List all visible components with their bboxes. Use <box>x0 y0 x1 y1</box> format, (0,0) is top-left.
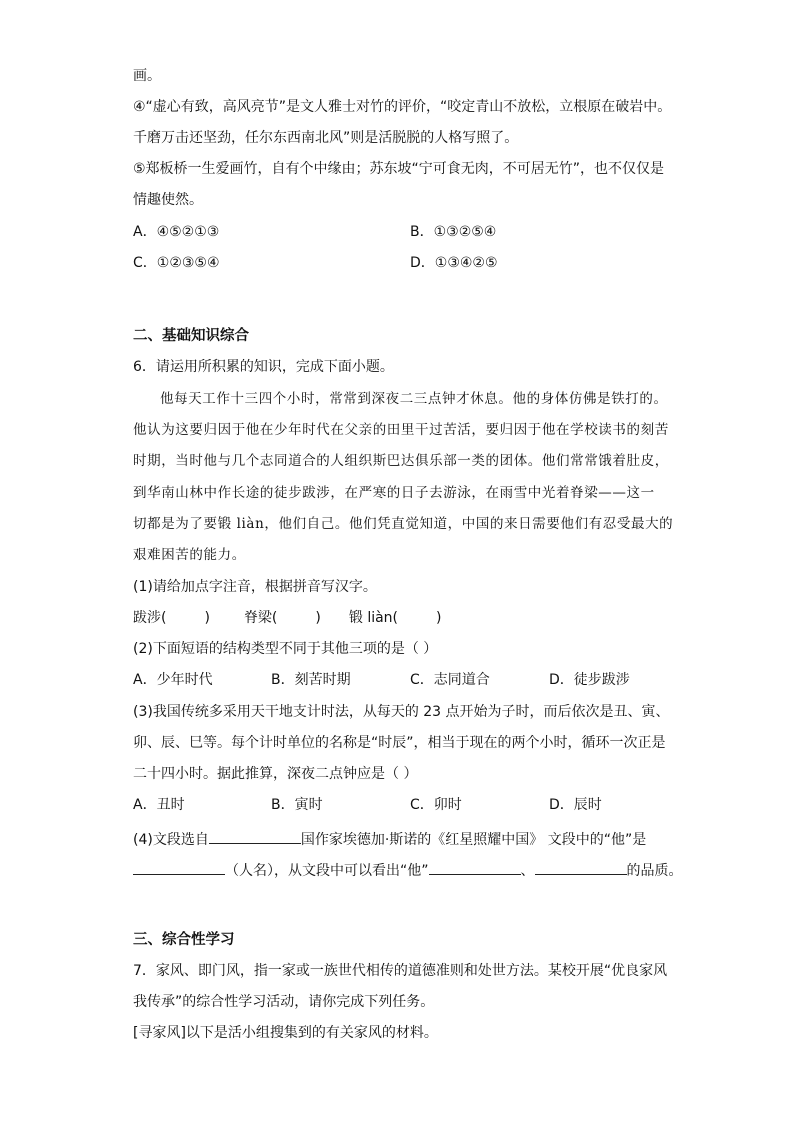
answer-blank-name[interactable] <box>133 858 225 875</box>
q5-item4-line2: 千磨万击还坚劲，任尔东西南北风”则是活脱脱的人格写照了。 <box>133 130 519 146</box>
q7-line1: 7．家风、即门风，指一家或一族世代相传的道德准则和处世方法。某校开展“优良家风 <box>133 963 668 979</box>
sub3-option-d: D．辰时 <box>549 797 602 813</box>
sub4-part3: （人名），从文段中可以看出“他” <box>225 863 429 879</box>
sub3-option-a: A．丑时 <box>133 797 185 813</box>
pinyin-close-c: ) <box>436 610 442 626</box>
pinyin-close-a: ) <box>204 610 210 626</box>
sub2-option-b: B．刻苦时期 <box>271 672 351 688</box>
q5-item4-line1: ④“虚心有致，高风亮节”是文人雅士对竹的评价，“咬定青山不放松，立根原在破岩中。 <box>133 99 672 115</box>
passage-line-6: 艰难困苦的能力。 <box>133 547 246 563</box>
sub2-option-d: D．徒步跋涉 <box>549 672 630 688</box>
sub4-part4: 、 <box>520 863 535 879</box>
answer-blank-quality-1[interactable] <box>429 858 521 875</box>
sub3-line2: 卯、辰、巳等。每个计时单位的名称是“时辰”，相当于现在的两个小时，循环一次正是 <box>133 735 666 751</box>
sub3-option-b: B．寅时 <box>271 797 323 813</box>
sub4-part2: 国作家埃德加·斯诺的《红星照耀中国》 文段中的“他”是 <box>300 832 647 848</box>
sub1-prompt: (1)请给加点字注音，根据拼音写汉字。 <box>133 579 377 595</box>
q7-line2: 我传承”的综合性学习活动，请你完成下列任务。 <box>133 994 435 1010</box>
section3-heading: 三、综合性学习 <box>133 932 235 948</box>
q5-option-a: A．④⑤②①③ <box>133 224 220 240</box>
sub2-prompt: (2)下面短语的结构类型不同于其他三项的是（ ） <box>133 641 438 657</box>
sub3-line1: (3)我国传统多采用天干地支计时法，从每天的 23 点开始为子时，而后依次是丑、寅、 <box>133 704 670 720</box>
q6-intro: 6．请运用所积累的知识，完成下面小题。 <box>133 359 394 375</box>
q5-item5-line2: 情趣使然。 <box>133 192 203 208</box>
pinyin-word-c: 锻 liàn( <box>348 610 399 626</box>
q5-option-d: D．①③④②⑤ <box>410 255 498 271</box>
q7-line3: [寻家风]以下是活小组搜集到的有关家风的材料。 <box>133 1025 438 1041</box>
pinyin-close-b: ) <box>315 610 321 626</box>
sub3-line3: 二十四小时。据此推算，深夜二点钟应是（ ） <box>133 766 418 782</box>
passage-line-4: 到华南山林中作长途的徒步跋涉，在严寒的日子去游泳，在雨雪中光着脊梁——这一 <box>133 485 655 501</box>
passage-line-3: 时期，当时他与几个志同道合的人组织斯巴达俱乐部一类的团体。他们常常饿着肚皮， <box>133 453 669 469</box>
section2-heading: 二、基础知识综合 <box>133 328 249 344</box>
passage-line-1: 他每天工作十三四个小时，常常到深夜二三点钟才休息。他的身体仿佛是铁打的。 <box>160 391 668 407</box>
sub4-line2 <box>133 858 683 881</box>
pinyin-row <box>133 608 442 628</box>
sub3-option-c: C．卯时 <box>410 797 462 813</box>
sub4-line1 <box>133 827 646 850</box>
answer-blank-country[interactable] <box>209 827 301 844</box>
answer-blank-quality-2[interactable] <box>535 858 627 875</box>
sub4-part1: (4)文段选自 <box>133 832 209 848</box>
passage-line-2: 他认为这要归因于他在少年时代在父亲的田里干过苦活，要归因于他在学校读书的刻苦 <box>133 422 669 438</box>
q5-continuation: 画。 <box>133 68 161 84</box>
q5-item5-line1: ⑤郑板桥一生爱画竹，自有个中缘由；苏东坡“宁可食无肉，不可居无竹”，也不仅仅是 <box>133 161 665 177</box>
sub2-option-c: C．志同道合 <box>410 672 490 688</box>
sub2-option-a: A．少年时代 <box>133 672 213 688</box>
q5-option-c: C．①②③⑤④ <box>133 255 220 271</box>
pinyin-word-a: 跋涉( <box>133 610 167 626</box>
pinyin-word-b: 脊梁( <box>243 610 278 626</box>
passage-line-5: 切都是为了要锻 liàn，他们自己。他们凭直觉知道，中国的来日需要他们有忍受最大的 <box>133 516 674 532</box>
sub4-part5: 的品质。 <box>626 863 683 879</box>
q5-option-b: B．①③②⑤④ <box>410 224 497 240</box>
